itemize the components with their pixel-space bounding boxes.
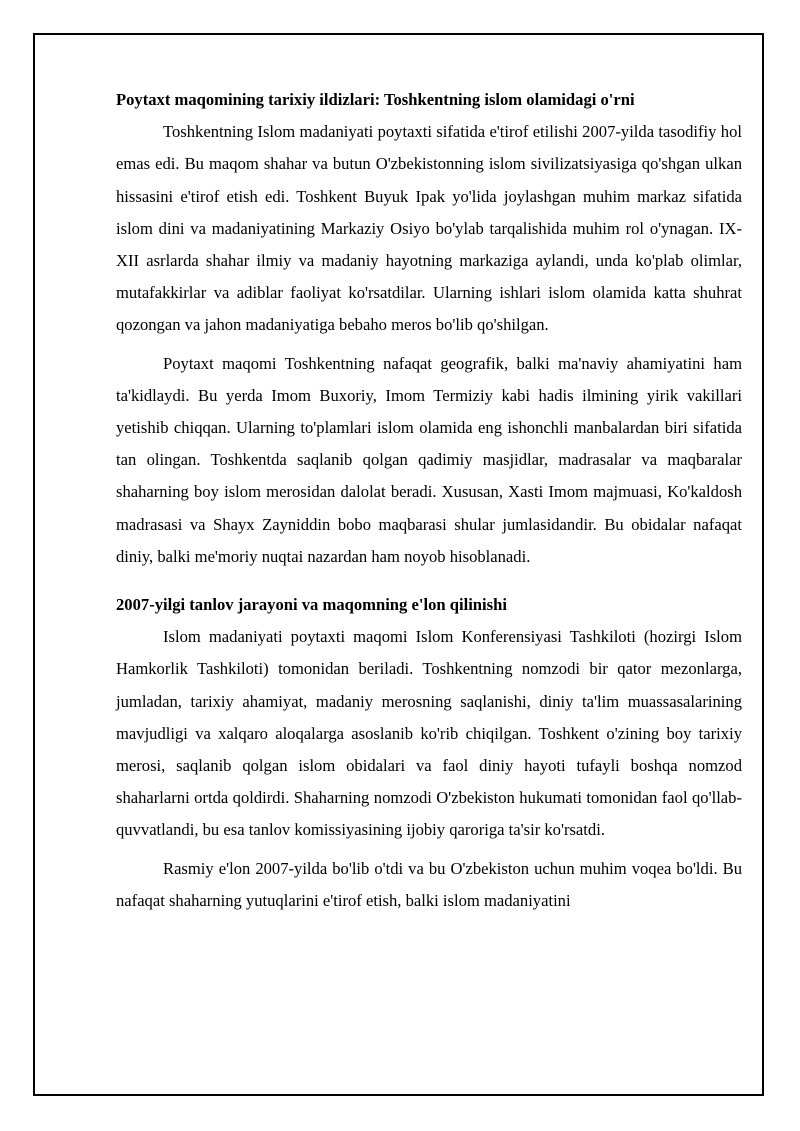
paragraph: Poytaxt maqomi Toshkentning nafaqat geografik, balki ma'naviy ahamiyatini ham ta'kidlaydi. Bu yerda Imom Buxoriy, Imom Termiziy kabi hadis ilmining yirik vakillari yetishib chiqqan. Ularning to'plamlari islom olamida eng ishonchli manbalardan biri sifatida tan olingan. Toshkentda saqlanib qolgan qadimiy masjidlar, madrasalar va maqbaralar shaharning boy islom merosidan dalolat beradi. Xususan, Xasti Imom majmuasi, Ko'kaldosh madrasasi va Shayx Zayniddin bobo maqbarasi shular jumlasidandir. Bu obidalar nafaqat diniy, balki me'moriy nuqtai nazardan ham noyob hisoblanadi. <box>116 353 742 566</box>
section-heading-selection-process: 2007-yilgi tanlov jarayoni va maqomning e'lon qilinishi <box>116 595 507 615</box>
paragraph: Toshkentning Islom madaniyati poytaxti sifatida e'tirof etilishi 2007-yilda tasodifiy hol emas edi. Bu maqom shahar va butun O'zbekistonning islom sivilizatsiyasiga qo'shgan ulkan hissasini e'tirof etish edi. Toshkent Buyuk Ipak yo'lida joylashgan muhim markaz sifatida islom dini va madaniyatining Markaziy Osiyo bo'ylab tarqalishida muhim rol o'ynagan. IX-XII asrlarda shahar ilmiy va madaniy hayotning markaziga aylandi, unda ko'plab olimlar, mutafakkirlar va adiblar faoliyat ko'rsatdilar. Ularning ishlari islom olamida katta shuhrat qozongan va jahon madaniyatiga bebaho meros bo'lib qo'shilgan. <box>116 122 742 335</box>
document-body <box>116 84 742 917</box>
section-heading-historical-roots: Poytaxt maqomining tarixiy ildizlari: Toshkentning islom olamidagi o'rni <box>116 90 635 109</box>
paragraph: Islom madaniyati poytaxti maqomi Islom Konferensiyasi Tashkiloti (hozirgi Islom Hamkorlik Tashkiloti) tomonidan beriladi. Toshkentning nomzodi bir qator mezonlarga, jumladan, tarixiy ahamiyat, madaniy merosning saqlanishi, diniy ta'lim muassasalarining mavjudligi va xalqaro aloqalarga asoslanib ko'rib chiqilgan. Toshkent o'zining boy tarixiy merosi, saqlanib qolgan islom obidalari va faol diniy hayoti tufayli boshqa nomzod shaharlarni ortda qoldirdi. Shaharning nomzodi O'zbekiston hukumati tomonidan faol qo'llab-quvvatlandi, bu esa tanlov komissiyasining ijobiy qaroriga ta'sir ko'rsatdi. <box>116 627 742 840</box>
paragraph: Rasmiy e'lon 2007-yilda bo'lib o'tdi va bu O'zbekiston uchun muhim voqea bo'ldi. Bu nafaqat shaharning yutuqlarini e'tirof etish, balki islom madaniyatini <box>116 858 742 910</box>
